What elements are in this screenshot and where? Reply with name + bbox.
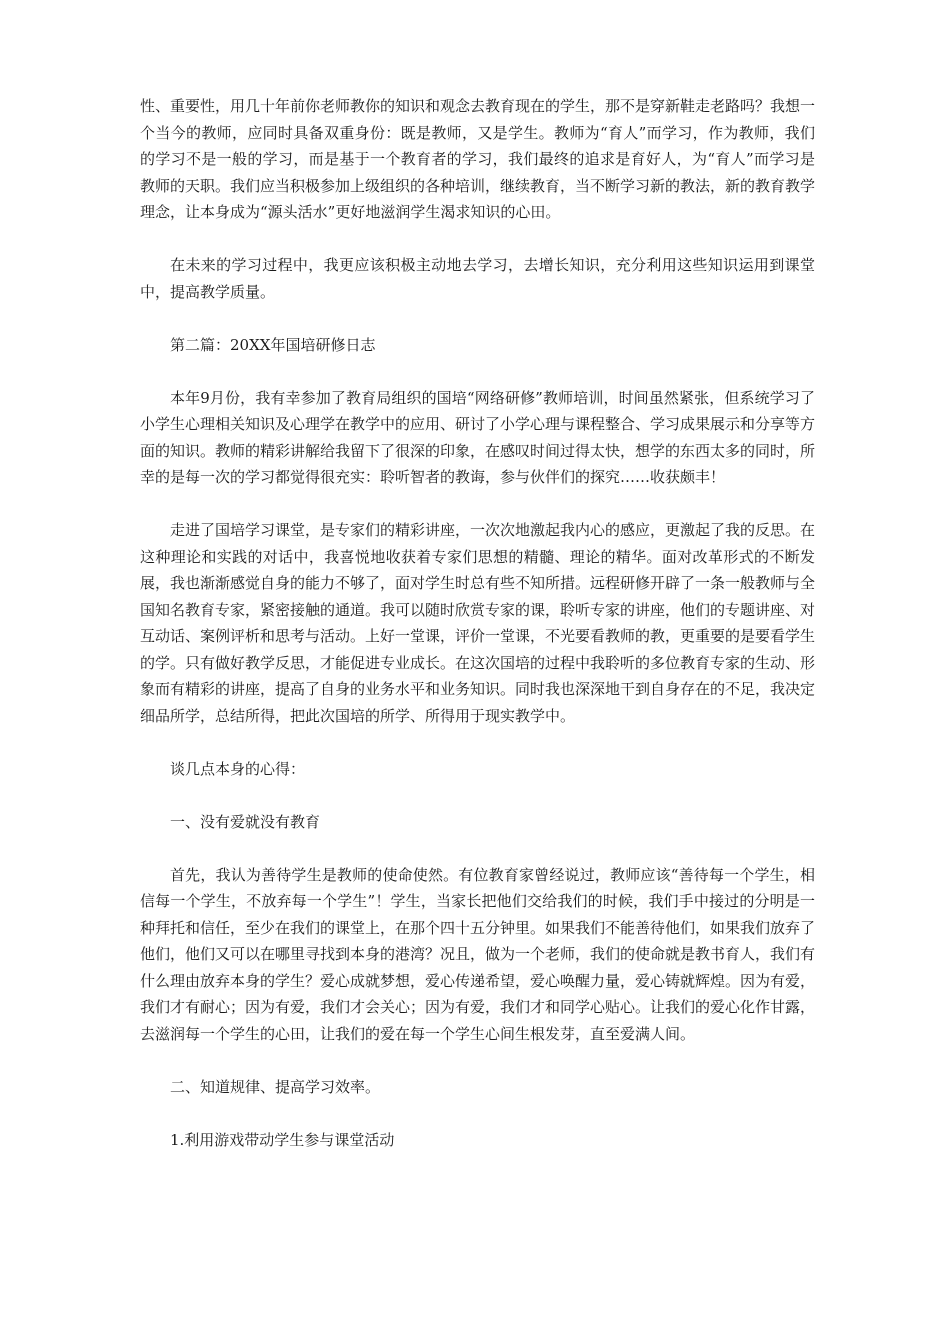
paragraph-continuation: 性、重要性，用几十年前你老师教你的知识和观念去教育现在的学生，那不是穿新鞋走老路吗？我想一个当今的教师，应同时具备双重身份：既是教师，又是学生。教师为“育人”而学习，作为教师，我们的学习不是一般的学习，而是基于一个教育者的学习，我们最终的追求是育好人，为“育人”而学习是教师的天职。我们应当积极参加上级组织的各种培训，继续教育，当不断学习新的教法，新的教育教学理念，让本身成为“源头活水”更好地滋润学生渴求知识的心田。 [140,97,816,221]
paragraph-future-learning: 在未来的学习过程中，我更应该积极主动地去学习，去增长知识，充分利用这些知识运用到课堂中，提高教学质量。 [140,256,815,301]
paragraph-reflection: 走进了国培学习课堂，是专家们的精彩讲座，一次次地激起我内心的感应，更激起了我的反思。在这种理论和实践的对话中，我喜悦地收获着专家们思想的精髓、理论的精华。面对改革形式的不断发展，我也渐渐感觉自身的能力不够了，面对学生时总有些不知所措。远程研修开辟了一条一般教师与全国知名教育专家，紧密接触的通道。我可以随时欣赏专家的课，聆听专家的讲座，他们的专题讲座、对互动话、案例评析和思考与活动。上好一堂课，评价一堂课，不光要看教师的教，更重要的是要看学生的学。只有做好教学反思，才能促进专业成长。在这次国培的过程中我聆听的多位教育专家的生动、形象而有精彩的讲座，提高了自身的业务水平和业务知识。同时我也深深地干到自身存在的不足，我决定细品所学，总结所得，把此次国培的所学、所得用于现实教学中。 [140,521,816,725]
section-title-part-two: 第二篇：20XX年国培研修日志 [170,335,376,354]
heading-point-one: 一、没有爱就没有教育 [170,812,321,831]
heading-insights: 谈几点本身的心得： [170,759,306,778]
heading-point-two: 二、知道规律、提高学习效率。 [170,1077,381,1096]
document-body [140,93,815,1180]
paragraph-love-education: 首先，我认为善待学生是教师的使命使然。有位教育家曾经说过，教师应该“善待每一个学生，相信每一个学生，不放弃每一个学生”！学生，当家长把他们交给我们的时候，我们手中接过的分明是一种拜托和信任，至少在我们的课堂上，在那个四十五分钟里。如果我们不能善待他们，如果我们放弃了他们，他们又可以在哪里寻找到本身的港湾？况且，做为一个老师，我们的使命就是教书育人，我们有什么理由放弃本身的学生？爱心成就梦想，爱心传递希望，爱心唤醒力量，爱心铸就辉煌。因为有爱，我们才有耐心；因为有爱，我们才会关心；因为有爱，我们才和同学心贴心。让我们的爱心化作甘露，去滋润每一个学生的心田，让我们的爱在每一个学生心间生根发芽，直至爱满人间。 [140,865,816,1043]
paragraph-training-summary: 本年9月份，我有幸参加了教育局组织的国培“网络研修”教师培训，时间虽然紧张，但系统学习了小学生心理相关知识及心理学在教学中的应用、研讨了小学心理与课程整合、学习成果展示和分享等方面的知识。教师的精彩讲解给我留下了很深的印象，在感叹时间过得太快，想学的东西太多的同时，所幸的是每一次的学习都觉得很充实：聆听智者的教诲，参与伙伴们的探究……收获颇丰！ [140,388,816,486]
heading-subpoint-one: 1.利用游戏带动学生参与课堂活动 [170,1130,395,1149]
